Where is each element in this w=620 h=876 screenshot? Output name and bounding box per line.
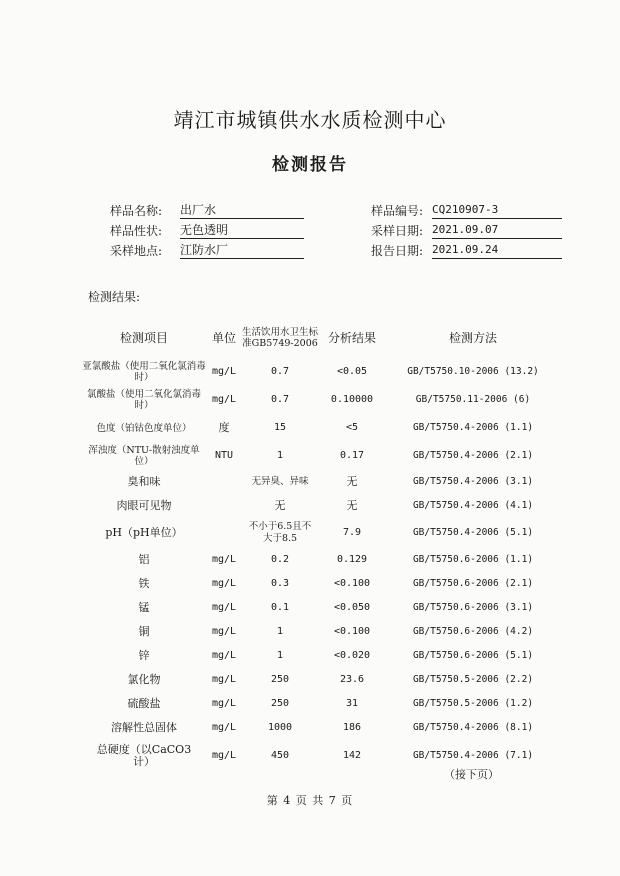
table-row	[82, 442, 560, 470]
row-method: GB/T5750.6-2006 (4.2)	[412, 626, 534, 637]
header-result: 分析结果	[327, 331, 376, 345]
table-row	[82, 548, 560, 572]
row-unit: NTU	[214, 450, 234, 461]
row-item: 浑浊度（NTU-散射浊度单位）	[88, 445, 200, 467]
row-result: 0.17	[339, 450, 365, 461]
row-limit: 0.7	[270, 394, 290, 405]
report-title: 检测报告	[272, 155, 348, 175]
row-unit: mg/L	[211, 394, 237, 405]
table-row	[82, 668, 560, 692]
header-standard: 生活饮用水卫生标准GB5749-2006	[242, 327, 319, 349]
row-unit	[206, 494, 242, 518]
sample-nature-label: 样品性状:	[110, 224, 163, 238]
row-limit: 0.2	[270, 554, 290, 565]
row-limit: 250	[270, 674, 290, 685]
row-limit: 1	[276, 626, 284, 637]
row-unit: 度	[218, 421, 230, 434]
row-unit: mg/L	[211, 554, 237, 565]
page-footer: 第 4 页 共 7 页	[266, 794, 354, 807]
row-unit: mg/L	[211, 366, 237, 377]
row-result: <0.100	[333, 626, 371, 637]
sample-no-value: CQ210907-3	[432, 202, 562, 219]
row-method: GB/T5750.11-2006 (6)	[415, 394, 531, 405]
row-result: 0.10000	[330, 394, 374, 405]
sampling-site-value: 江防水厂	[180, 242, 304, 259]
row-limit: 1	[276, 450, 284, 461]
row-item: 硫酸盐	[127, 697, 161, 710]
sampling-date-label: 采样日期:	[371, 224, 424, 238]
row-item: 溶解性总固体	[111, 721, 177, 734]
table-row	[82, 620, 560, 644]
row-method: GB/T5750.4-2006 (2.1)	[412, 450, 534, 461]
row-limit: 无	[274, 499, 286, 512]
sample-name-label: 样品名称:	[110, 204, 163, 218]
results-table	[82, 318, 560, 772]
row-item: 氯化物	[127, 673, 161, 686]
table-row	[82, 572, 560, 596]
row-unit: mg/L	[211, 578, 237, 589]
row-result: 142	[342, 750, 362, 761]
row-method: GB/T5750.6-2006 (2.1)	[412, 578, 534, 589]
sample-no-label: 样品编号:	[371, 204, 424, 218]
sampling-date-value: 2021.09.07	[432, 222, 562, 239]
table-row	[82, 386, 560, 414]
row-limit: 0.7	[270, 366, 290, 377]
row-method: GB/T5750.4-2006 (5.1)	[412, 527, 534, 538]
row-method: GB/T5750.6-2006 (3.1)	[412, 602, 534, 613]
row-method: GB/T5750.6-2006 (1.1)	[412, 554, 534, 565]
row-result: <0.020	[333, 650, 371, 661]
row-result: 0.129	[336, 554, 368, 565]
row-method: GB/T5750.6-2006 (5.1)	[412, 650, 534, 661]
row-limit: 450	[270, 750, 290, 761]
org-title: 靖江市城镇供水水质检测中心	[173, 108, 447, 132]
table-row	[82, 596, 560, 620]
row-unit	[206, 470, 242, 494]
table-header-row	[82, 318, 560, 358]
row-limit: 250	[270, 698, 290, 709]
row-item: 铜	[138, 625, 150, 638]
row-method: GB/T5750.5-2006 (1.2)	[412, 698, 534, 709]
row-item: 锌	[138, 649, 150, 662]
row-result: <0.100	[333, 578, 371, 589]
header-unit: 单位	[211, 331, 236, 345]
row-item: 亚氯酸盐（使用二氧化氯消毒时）	[82, 361, 206, 383]
row-item: 氯酸盐（使用二氧化氯消毒时）	[86, 389, 201, 411]
row-method: GB/T5750.4-2006 (4.1)	[412, 500, 534, 511]
row-item: 锰	[138, 601, 150, 614]
row-result: <0.05	[336, 366, 368, 377]
table-row	[82, 644, 560, 668]
table-row	[82, 692, 560, 716]
row-limit: 0.3	[270, 578, 290, 589]
row-method: GB/T5750.4-2006 (3.1)	[412, 476, 534, 487]
sample-nature-value: 无色透明	[180, 222, 304, 239]
row-item: 总硬度（以CaCO3计）	[96, 743, 192, 768]
table-row	[82, 518, 560, 548]
row-limit: 1000	[267, 722, 293, 733]
row-result: 无	[346, 499, 358, 512]
row-method: GB/T5750.4-2006 (8.1)	[412, 722, 534, 733]
row-unit: mg/L	[211, 650, 237, 661]
row-unit: mg/L	[211, 722, 237, 733]
continued-note: （接下页）	[444, 768, 499, 781]
row-unit: mg/L	[211, 674, 237, 685]
table-row	[82, 494, 560, 518]
row-result: 23.6	[339, 674, 365, 685]
row-limit: 0.1	[270, 602, 290, 613]
row-limit: 15	[273, 422, 287, 433]
row-limit: 无异臭、异味	[251, 476, 309, 487]
row-method: GB/T5750.4-2006 (7.1)	[412, 750, 534, 761]
row-item: 臭和味	[127, 475, 161, 488]
results-label: 检测结果:	[88, 290, 141, 304]
row-result: <5	[345, 422, 359, 433]
meta-row-1	[0, 202, 620, 220]
header-method: 检测方法	[448, 331, 497, 345]
row-item: 铝	[138, 553, 150, 566]
row-limit: 不小于6.5且不大于8.5	[248, 521, 312, 544]
report-date-value: 2021.09.24	[432, 242, 562, 259]
table-row	[82, 358, 560, 386]
row-item: pH（pH单位）	[105, 526, 183, 539]
row-unit: mg/L	[211, 602, 237, 613]
row-result: 无	[346, 475, 358, 488]
row-result: 186	[342, 722, 362, 733]
row-item: 色度（铂钴色度单位）	[96, 422, 192, 434]
row-unit: mg/L	[211, 626, 237, 637]
sampling-site-label: 采样地点:	[110, 244, 163, 258]
row-unit: mg/L	[211, 750, 237, 761]
meta-row-2	[0, 222, 620, 240]
header-item: 检测项目	[119, 331, 168, 345]
row-unit	[206, 518, 242, 548]
row-result: 7.9	[342, 527, 362, 538]
row-item: 肉眼可见物	[116, 499, 172, 512]
table-row	[82, 414, 560, 442]
report-date-label: 报告日期:	[371, 244, 424, 258]
row-limit: 1	[276, 650, 284, 661]
sample-name-value: 出厂水	[180, 202, 304, 219]
row-result: <0.050	[333, 602, 371, 613]
row-method: GB/T5750.4-2006 (1.1)	[412, 422, 534, 433]
row-item: 铁	[138, 577, 150, 590]
table-row	[82, 470, 560, 494]
row-result: 31	[345, 698, 359, 709]
row-method: GB/T5750.5-2006 (2.2)	[412, 674, 534, 685]
table-row	[82, 716, 560, 740]
row-method: GB/T5750.10-2006 (13.2)	[407, 366, 539, 377]
row-unit: mg/L	[211, 698, 237, 709]
meta-row-3	[0, 242, 620, 260]
